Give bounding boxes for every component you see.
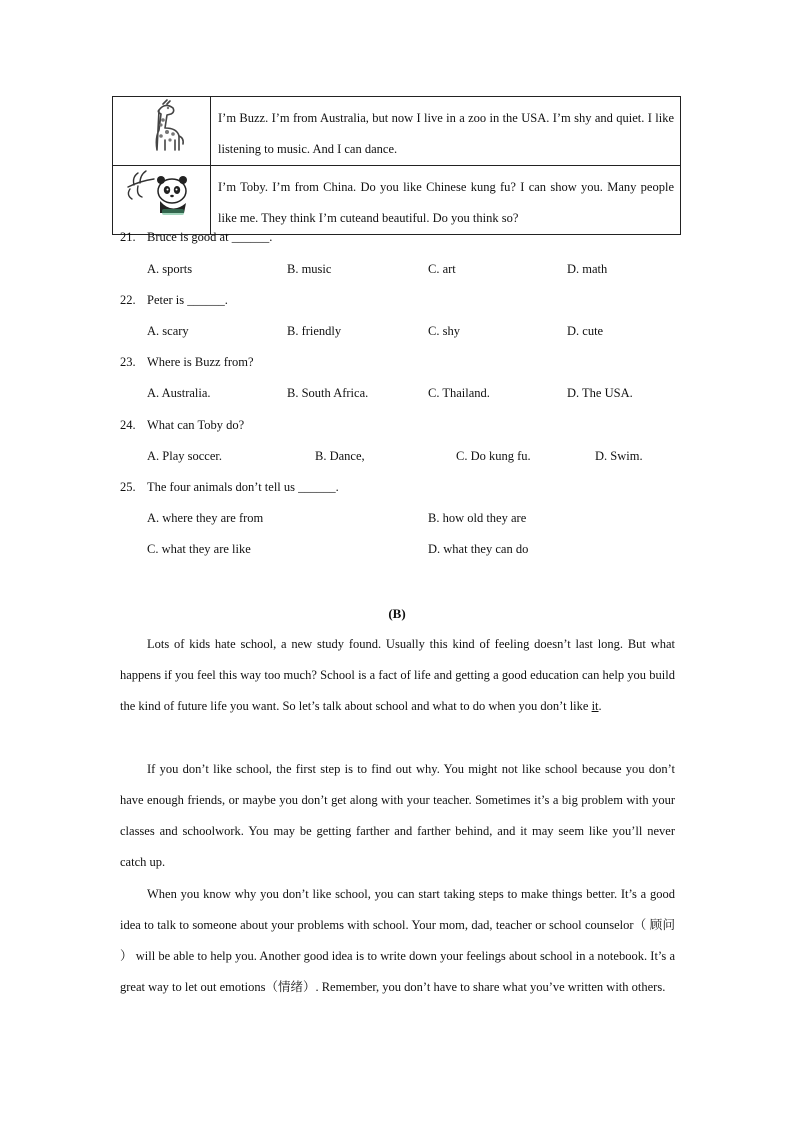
question-number: 23. xyxy=(120,355,136,369)
animal-table xyxy=(112,96,681,235)
question-number: 24. xyxy=(120,418,136,432)
question-text: Where is Buzz from? xyxy=(147,355,254,369)
question-23 xyxy=(120,355,254,370)
paragraph-text: Lots of kids hate school, a new study found. Usually this kind of feeling doesn’t last long. But what happens if you feel this way too much? School is a fact of life and getting a good education can help you build the kind of future life you want. So let’s talk about school and what to do when you don’t like xyxy=(120,637,675,713)
question-number: 22. xyxy=(120,293,136,307)
option-a: A. Play soccer. xyxy=(147,449,222,463)
option-b: B. Dance, xyxy=(315,449,365,463)
paragraph-text: If you don’t like school, the first step is to find out why. You might not like school because you don’t have enough friends, or maybe you don’t get along with your teacher. Sometimes it’s a big problem with your classes and schoolwork. You may be getting farther and farther behind, and it may seem like you’ll never catch up. xyxy=(120,762,675,869)
section-title: (B) xyxy=(388,606,406,621)
table-row xyxy=(113,166,681,235)
question-25 xyxy=(120,480,339,495)
panda-icon xyxy=(124,167,200,217)
option-c: C. what they are like xyxy=(147,542,251,556)
option-d: D. Swim. xyxy=(595,449,643,463)
question-text: Peter is ______. xyxy=(147,293,228,307)
question-24 xyxy=(120,418,244,433)
option-c: C. Thailand. xyxy=(428,386,490,400)
option-d: D. math xyxy=(567,262,608,276)
giraffe-cell xyxy=(113,97,211,166)
paragraph-3 xyxy=(120,879,675,1003)
buzz-description: I’m Buzz. I’m from Australia, but now I live in a zoo in the USA. I’m shy and quiet. I like listening to music. And I can dance. xyxy=(211,97,681,166)
option-a: A. sports xyxy=(147,262,193,276)
panda-cell xyxy=(113,166,211,235)
paragraph-end: . xyxy=(598,699,602,713)
question-number: 21. xyxy=(120,230,136,244)
option-b: B. South Africa. xyxy=(287,386,369,400)
option-a: A. where they are from xyxy=(147,511,264,525)
option-b: B. how old they are xyxy=(428,511,527,525)
option-a: A. Australia. xyxy=(147,386,211,400)
option-d: D. what they can do xyxy=(428,542,529,556)
option-c: C. Do kung fu. xyxy=(456,449,531,463)
toby-description: I’m Toby. I’m from China. Do you like Chinese kung fu? I can show you. Many people like me. They think I’m cuteand beautiful. Do you think so? xyxy=(211,166,681,235)
table-row xyxy=(113,97,681,166)
option-d: D. cute xyxy=(567,324,604,338)
option-c: C. shy xyxy=(428,324,460,338)
option-d: D. The USA. xyxy=(567,386,633,400)
paragraph-text: When you know why you don’t like school, you can start taking steps to make things better. It’s a good idea to talk to someone about your problems with school. Your mom, dad, teacher or school counselor（ 顾问 ） will be able to help you. Another good idea is to write down your feelings about school in a notebook. It’s a great way to let out emotions（情绪）. Remember, you don’t have to share what you’ve written with others. xyxy=(120,887,675,994)
question-text: Bruce is good at ______. xyxy=(147,230,273,244)
question-22 xyxy=(120,293,228,308)
underlined-word: it xyxy=(591,699,599,713)
paragraph-2 xyxy=(120,754,675,878)
option-c: C. art xyxy=(428,262,456,276)
option-a: A. scary xyxy=(147,324,189,338)
question-text: The four animals don’t tell us ______. xyxy=(147,480,339,494)
option-b: B. friendly xyxy=(287,324,342,338)
paragraph-1 xyxy=(120,629,675,722)
question-21 xyxy=(120,230,272,245)
question-number: 25. xyxy=(120,480,136,494)
giraffe-icon xyxy=(137,98,187,154)
question-text: What can Toby do? xyxy=(147,418,245,432)
option-b: B. music xyxy=(287,262,332,276)
